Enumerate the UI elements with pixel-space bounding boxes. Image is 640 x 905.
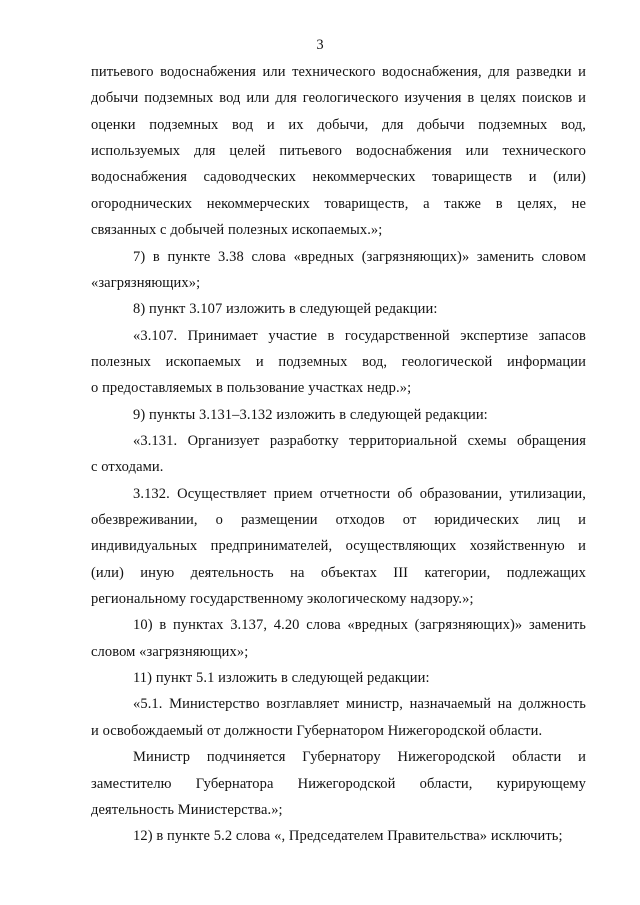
text-line: индивидуальных предпринимателей, осуществляющих хозяйственную и: [91, 538, 586, 555]
text-line: о предоставляемых в пользование участках недр.»;: [91, 380, 412, 397]
text-line: (или) иную деятельность на объектах III категории, подлежащих: [91, 564, 586, 581]
text-line: 8) пункт 3.107 изложить в следующей редакции:: [133, 301, 438, 318]
text-line: питьевого водоснабжения или технического водоснабжения, для разведки и: [91, 64, 586, 80]
text-line: 9) пункты 3.131–3.132 изложить в следующей редакции:: [133, 406, 488, 423]
text-line: полезных ископаемых и подземных вод, геологической информации: [91, 353, 586, 370]
text-line: «загрязняющих»;: [91, 274, 201, 291]
text-line: Министр подчиняется Губернатору Нижегородской области и: [133, 749, 586, 766]
text-line: региональному государственному экологическому надзору.»;: [91, 591, 474, 607]
text-line: огороднических некоммерческих товариществ, а также в целях, не: [91, 195, 586, 212]
text-line: словом «загрязняющих»;: [91, 643, 249, 660]
text-line: и освобождаемый от должности Губернатором Нижегородской области.: [91, 722, 543, 739]
text-line: связанных с добычей полезных ископаемых.»;: [91, 222, 383, 239]
text-line: «3.131. Организует разработку территориальной схемы обращения: [133, 432, 586, 449]
text-line: добычи подземных вод или для геологического изучения в целях поисков и: [91, 90, 586, 107]
text-line: «5.1. Министерство возглавляет министр, назначаемый на должность: [133, 696, 586, 713]
page-number: 3: [316, 37, 324, 53]
text-line: 11) пункт 5.1 изложить в следующей редакции:: [133, 670, 430, 687]
text-line: оценки подземных вод и их добычи, для добычи подземных вод,: [91, 116, 586, 133]
text-line: заместителю Губернатора Нижегородской области, курирующему: [91, 775, 586, 792]
text-line: 3.132. Осуществляет прием отчетности об образовании, утилизации,: [133, 485, 586, 502]
text-line: «3.107. Принимает участие в государственной экспертизе запасов: [133, 327, 586, 344]
text-line: используемых для целей питьевого водоснабжения или технического: [91, 143, 586, 160]
text-line: деятельность Министерства.»;: [91, 801, 283, 818]
text-line: 10) в пунктах 3.137, 4.20 слова «вредных (загрязняющих)» заменить: [133, 617, 586, 634]
text-line: с отходами.: [91, 459, 164, 476]
text-line: водоснабжения садоводческих некоммерческих товариществ и (или): [91, 169, 586, 186]
text-line: обезвреживании, о размещении отходов от юридических лиц и: [91, 512, 586, 528]
text-line: 12) в пункте 5.2 слова «, Председателем Правительства» исключить;: [133, 828, 563, 845]
text-line: 7) в пункте 3.38 слова «вредных (загрязняющих)» заменить словом: [133, 248, 586, 265]
